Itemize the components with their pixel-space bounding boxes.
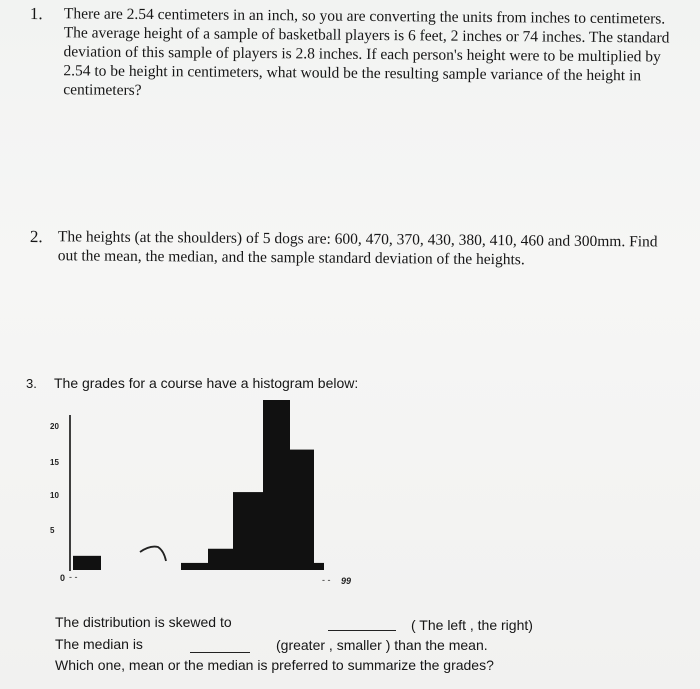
hand-drawn-mark <box>140 547 166 561</box>
question-2-text: The heights (at the shoulders) of 5 dogs are: 600, 470, 370, 430, 380, 410, 460 and 300mm. Find out the mean, the median, and the sample standard deviation of the heights. <box>57 228 658 269</box>
histogram-bar <box>314 563 324 570</box>
question-1-number: 1. <box>29 4 43 24</box>
y-tick-labels <box>50 422 59 535</box>
x-tick-label-99: 99 <box>341 576 352 586</box>
skew-options: ( The left , the right) <box>411 617 533 633</box>
y-tick-label: 5 <box>50 526 55 535</box>
median-options: (greater , smaller ) than the mean. <box>276 637 488 653</box>
skew-answer-blank[interactable] <box>328 618 396 631</box>
grades-histogram <box>40 395 370 595</box>
median-question-text: The median is <box>55 636 143 652</box>
x-dashes-left: - - <box>69 572 78 582</box>
histogram-bar <box>290 450 314 570</box>
y-tick-label: 20 <box>50 422 59 431</box>
histogram-bar <box>233 492 263 570</box>
question-2 <box>29 225 680 269</box>
histogram-bar <box>181 563 208 570</box>
histogram-bar <box>263 400 290 570</box>
histogram-bar <box>208 549 233 570</box>
question-3-number: 3. <box>26 376 37 391</box>
y-tick-label: 15 <box>50 458 59 467</box>
answer-line-1 <box>55 614 232 630</box>
histogram-bars <box>73 400 324 570</box>
x-tick-label-0: 0 <box>60 573 66 583</box>
answer-line-2 <box>55 636 143 652</box>
x-dashes-right: - - <box>322 575 331 585</box>
answer-line-3: Which one, mean or the median is preferred to summarize the grades? <box>55 657 494 673</box>
question-3-text: The grades for a course have a histogram below: <box>54 375 359 391</box>
median-answer-blank[interactable] <box>190 640 250 653</box>
question-1 <box>29 4 680 99</box>
skew-question-text: The distribution is skewed to <box>55 614 232 630</box>
question-2-number: 2. <box>29 226 43 247</box>
question-1-text: There are 2.54 centimeters in an inch, so you are converting the units from inches to centimeters. The average height of a sample of basketball players is 6 feet, 2 inches or 74 inches. The standard deviation of this sample of players is 2.8 inches. If each person's height were to be multiplied by 2.54 to be height in centimeters, what would be the resulting sample variance of the height in centimeters? <box>63 5 670 99</box>
y-tick-label: 10 <box>50 491 59 500</box>
histogram-bar <box>73 556 101 570</box>
